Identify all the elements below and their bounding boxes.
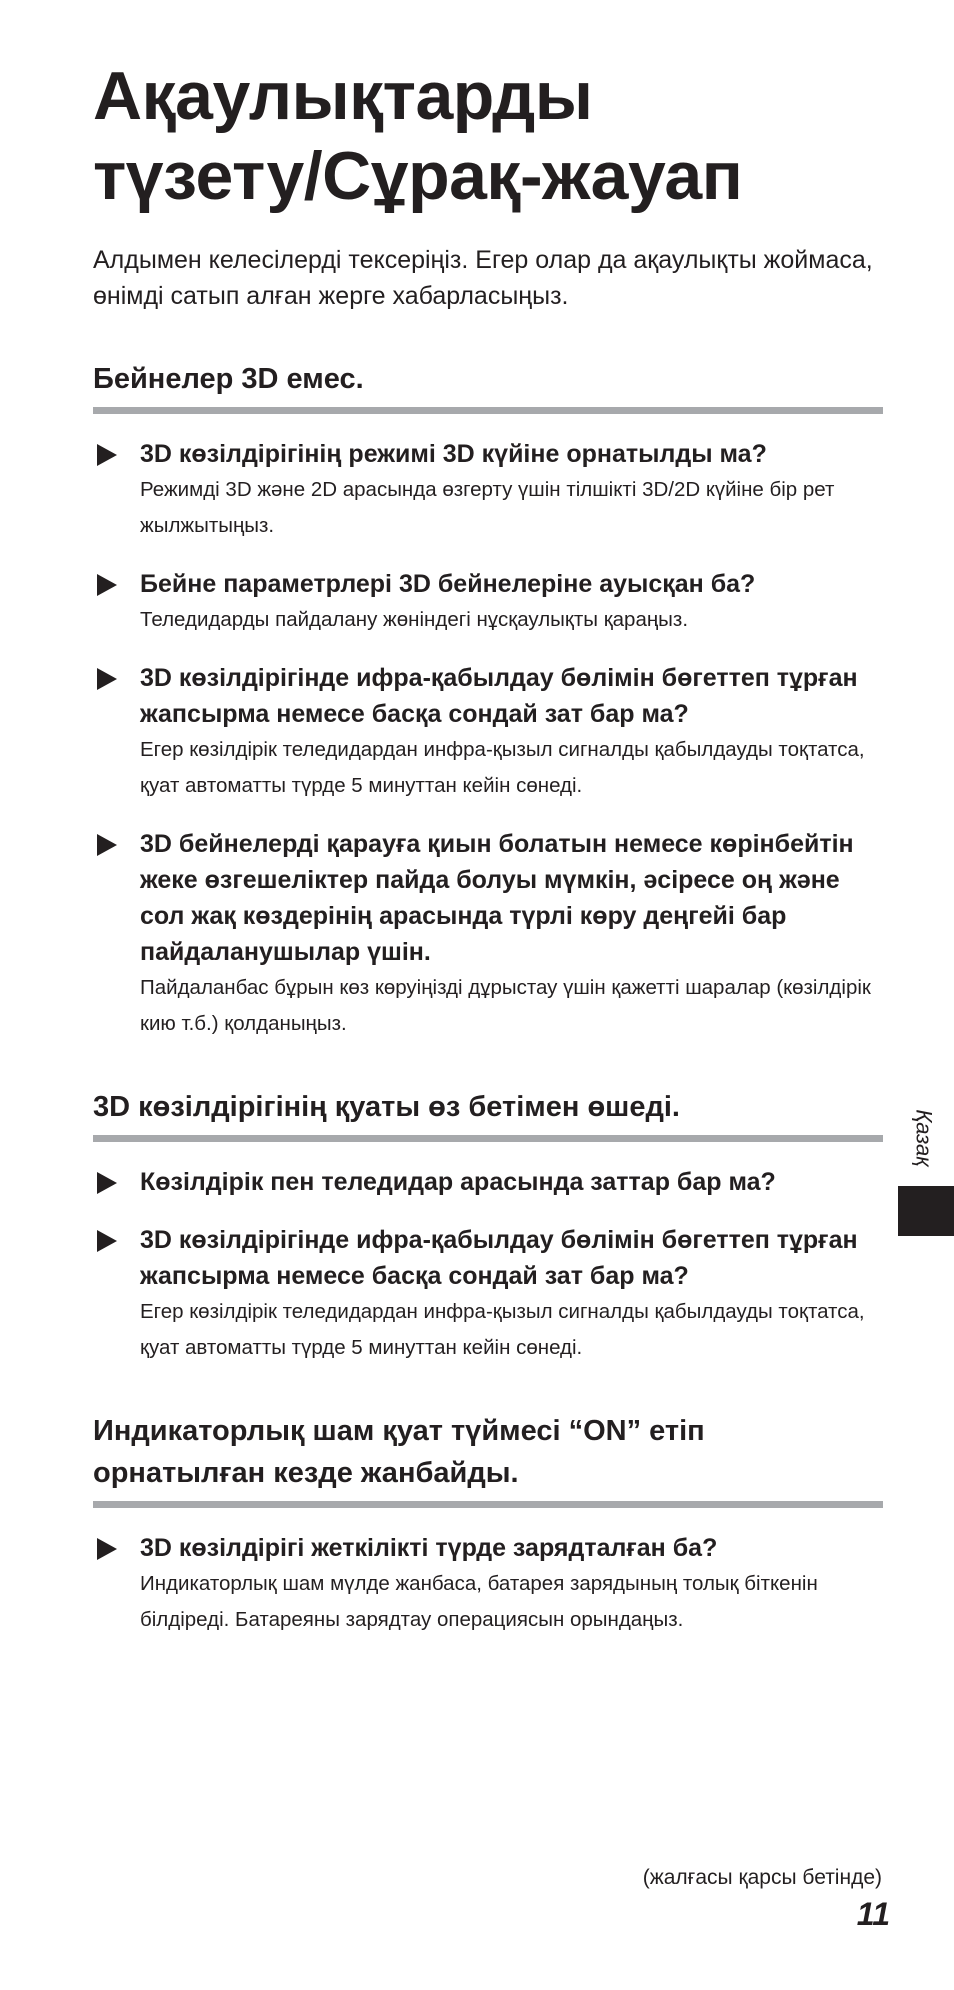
list-item (93, 1164, 883, 1200)
item-question: 3D көзілдірігінің режимі 3D күйіне орнатылды ма? (140, 440, 767, 468)
section-indicator-lamp (93, 1410, 883, 1638)
arrow-right-icon (97, 834, 117, 856)
arrow-right-icon (97, 1538, 117, 1560)
page-number: 11 (856, 1896, 890, 1932)
item-question: 3D көзілдірігі жеткілікті түрде зарядталған ба? (140, 1534, 718, 1562)
list-item (93, 826, 883, 1042)
section-heading: Индикаторлық шам қуат түймесі “ON” етіп орнатылған кезде жанбайды. (93, 1415, 705, 1489)
list-item (93, 1222, 883, 1366)
item-question: Бейне параметрлері 3D бейнелеріне ауысқан ба? (140, 570, 756, 598)
item-answer: Пайдаланбас бұрын көз көруіңізді дұрыстау үшін қажетті шаралар (көзілдірік кию т.б.) қолданыңыз. (140, 976, 871, 1035)
section-divider (93, 407, 883, 414)
arrow-right-icon (97, 1230, 117, 1252)
item-question: 3D көзілдірігінде ифра-қабылдау бөлімін бөгеттеп тұрған жапсырма немесе басқа сондай зат бар ма? (140, 664, 858, 728)
section-power-off (93, 1086, 883, 1366)
intro-text: Алдымен келесілерді тексеріңіз. Егер олар да ақаулықты жоймаса, өнімді сатып алған жерге хабарласыңыз. (93, 246, 873, 310)
list-item (93, 436, 883, 544)
section-heading: 3D көзілдірігінің қуаты өз бетімен өшеді. (93, 1091, 680, 1123)
item-question: Көзілдірік пен теледидар арасында заттар бар ма? (140, 1168, 776, 1196)
title-line-2: түзету/Сұрақ-жауап (93, 138, 743, 214)
arrow-right-icon (97, 1172, 117, 1194)
page-title (93, 56, 883, 216)
item-answer: Режимді 3D және 2D арасында өзгерту үшін тілшікті 3D/2D күйіне бір рет жылжытыңыз. (140, 478, 835, 537)
list-item (93, 660, 883, 804)
item-answer: Теледидарды пайдалану жөніндегі нұсқаулықты қараңыз. (140, 608, 689, 631)
item-question: 3D көзілдірігінде ифра-қабылдау бөлімін бөгеттеп тұрған жапсырма немесе басқа сондай зат бар ма? (140, 1226, 858, 1290)
list-item (93, 1530, 883, 1638)
section-divider (93, 1135, 883, 1142)
continued-note: (жалғасы қарсы бетінде) (642, 1866, 882, 1889)
item-answer: Индикаторлық шам мүлде жанбаса, батарея зарядының толық біткенін білдіреді. Батареяны зарядтау операциясын орындаңыз. (140, 1572, 818, 1631)
language-side-label (904, 1098, 944, 1178)
section-images-not-3d (93, 358, 883, 1042)
arrow-right-icon (97, 444, 117, 466)
section-divider (93, 1501, 883, 1508)
language-label-text: Қазақ (912, 1109, 938, 1167)
arrow-right-icon (97, 668, 117, 690)
title-line-1: Ақаулықтарды (93, 58, 593, 134)
page-content (93, 56, 883, 1660)
item-answer: Егер көзілдірік теледидардан инфра-қызыл сигналды қабылдауды тоқтатса, қуат автоматты түрде 5 минуттан кейін сөнеді. (140, 1300, 865, 1359)
arrow-right-icon (97, 574, 117, 596)
list-item (93, 566, 883, 638)
language-tab-marker (898, 1186, 954, 1236)
item-question: 3D бейнелерді қарауға қиын болатын немесе көрінбейтін жеке өзгешеліктер пайда болуы мүмкін, әсіресе оң және сол жақ көздерінің арасында түрлі көру деңгейі бар пайдаланушылар үшін. (140, 830, 854, 966)
section-heading: Бейнелер 3D емес. (93, 363, 364, 395)
item-answer: Егер көзілдірік теледидардан инфра-қызыл сигналды қабылдауды тоқтатса, қуат автоматты түрде 5 минуттан кейін сөнеді. (140, 738, 865, 797)
